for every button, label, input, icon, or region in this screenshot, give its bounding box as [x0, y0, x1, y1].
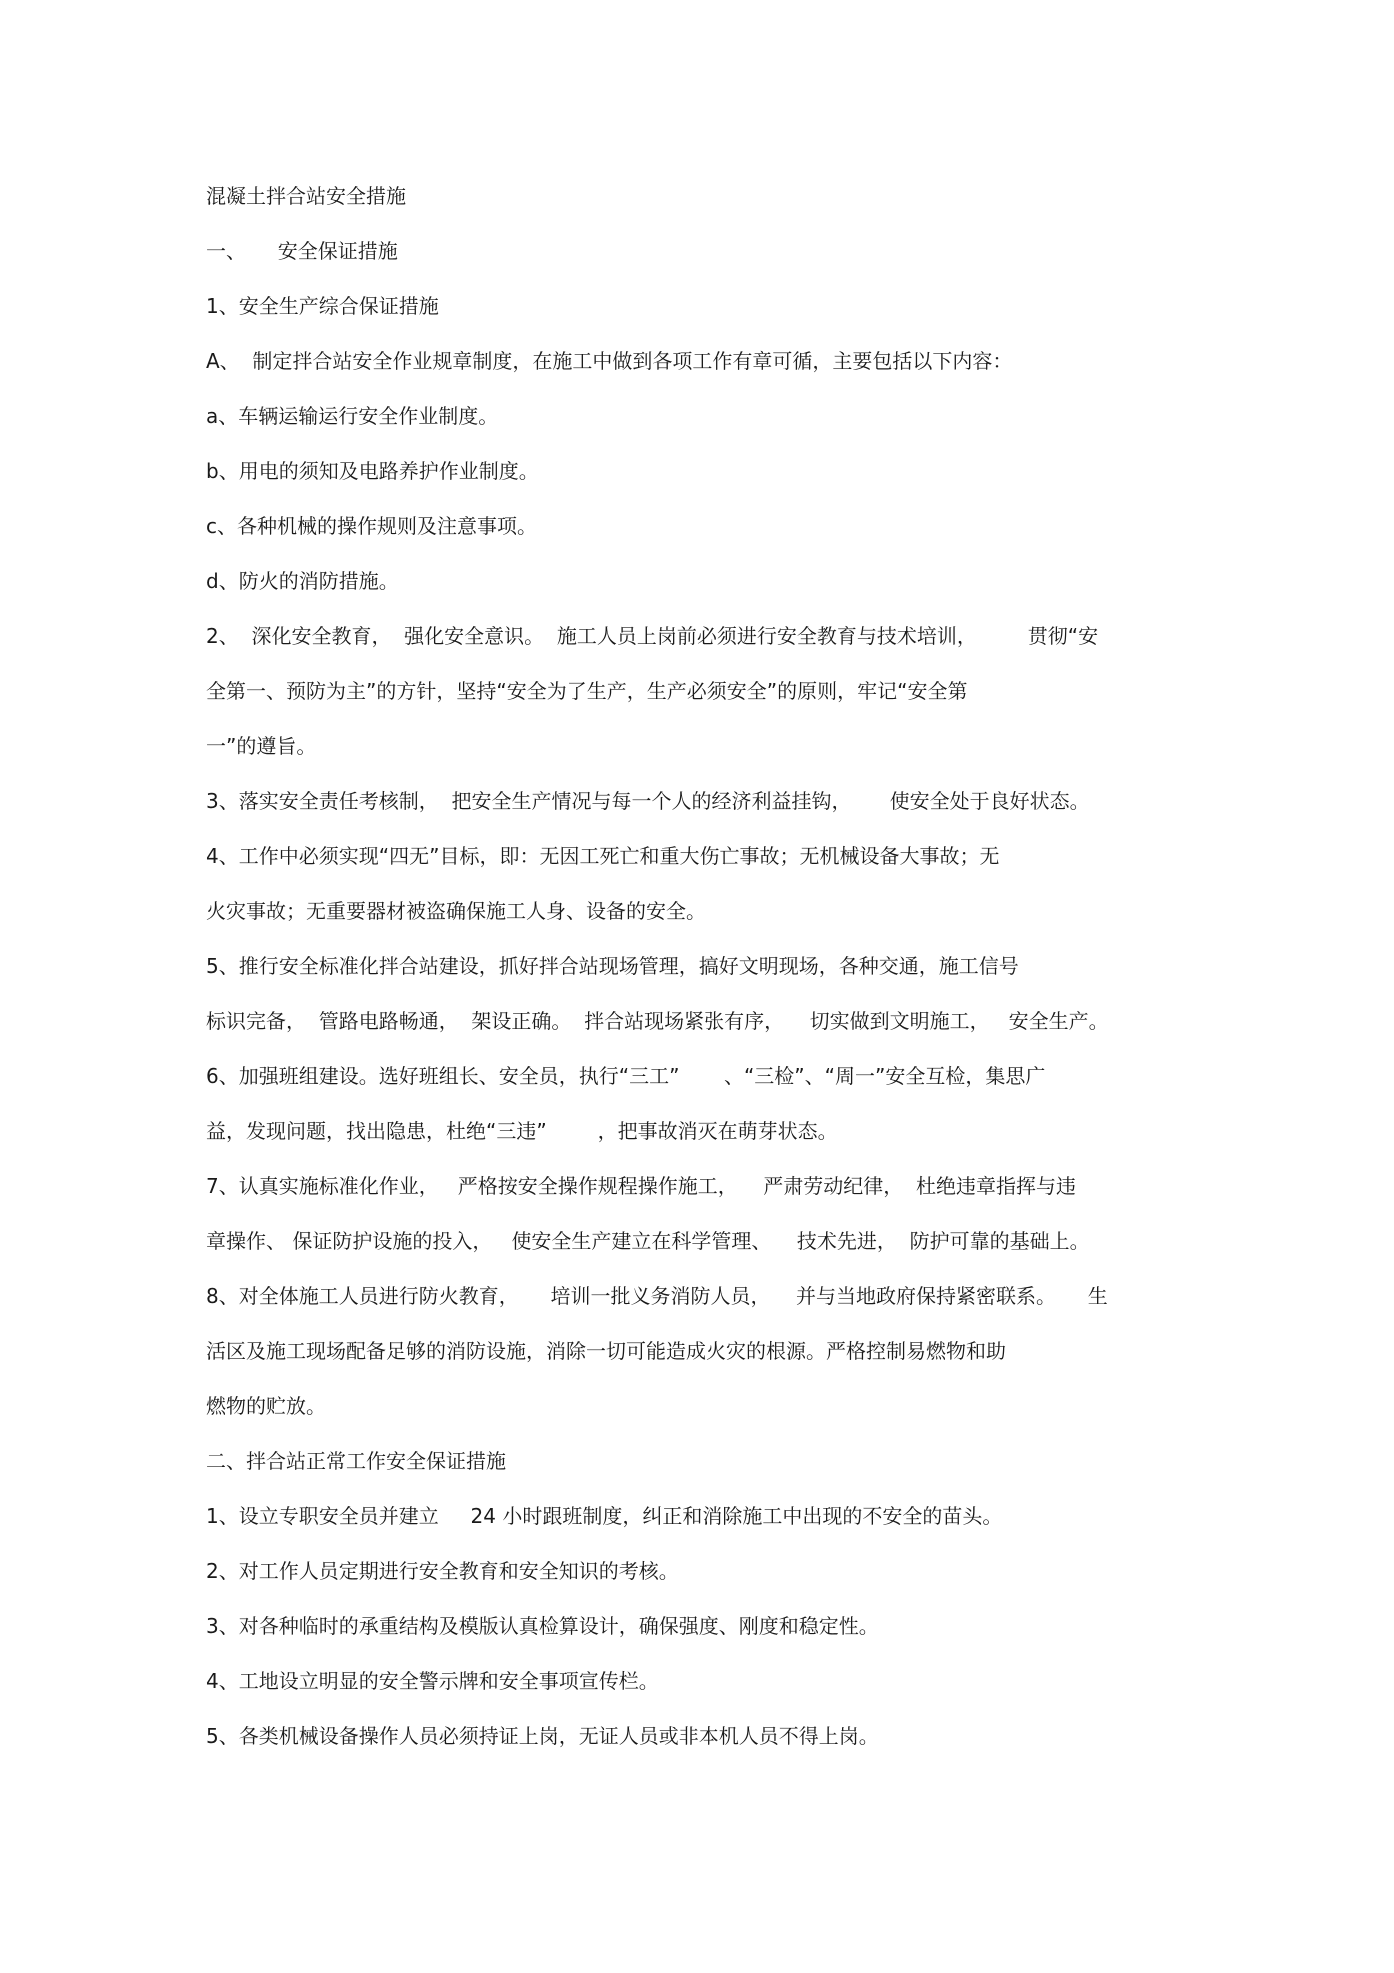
text-line: 一”的遵旨。: [206, 734, 317, 758]
text-line: 活区及施工现场配备足够的消防设施，消除一切可能造成火灾的根源。严格控制易燃物和助: [206, 1339, 1006, 1363]
text-line: 4、工地设立明显的安全警示牌和安全事项宣传栏。: [206, 1669, 659, 1693]
text-line: 5、各类机械设备操作人员必须持证上岗，无证人员或非本机人员不得上岗。: [206, 1724, 879, 1748]
text-line: 燃物的贮放。: [206, 1394, 326, 1418]
text-line: 全第一、预防为主”的方针，坚持“安全为了生产，生产必须安全”的原则，牢记“安全第: [206, 679, 968, 703]
text-line: 章操作、 保证防护设施的投入， 使安全生产建立在科学管理、 技术先进， 防护可靠的基础上。: [206, 1229, 1090, 1253]
text-line: 火灾事故；无重要器材被盗确保施工人身、设备的安全。: [206, 899, 706, 923]
text-line: 1、安全生产综合保证措施: [206, 294, 439, 318]
text-line: 8、对全体施工人员进行防火教育， 培训一批义务消防人员， 并与当地政府保持紧密联系。 生: [206, 1284, 1108, 1308]
text-line: b、用电的须知及电路养护作业制度。: [206, 459, 539, 483]
text-line: 一、 安全保证措施: [206, 239, 398, 263]
text-line: 6、加强班组建设。选好班组长、安全员，执行“三工” 、“三检”、“周一”安全互检，集思广: [206, 1064, 1046, 1088]
text-line: 2、对工作人员定期进行安全教育和安全知识的考核。: [206, 1559, 679, 1583]
text-line: 1、设立专职安全员并建立 24 小时跟班制度，纠正和消除施工中出现的不安全的苗头。: [206, 1504, 1003, 1528]
text-line: 4、工作中必须实现“四无”目标，即：无因工死亡和重大伤亡事故；无机械设备大事故；无: [206, 844, 1000, 868]
section-heading: 二、拌合站正常工作安全保证措施: [206, 1449, 506, 1473]
text-line: 7、认真实施标准化作业， 严格按安全操作规程操作施工， 严肃劳动纪律， 杜绝违章指挥与违: [206, 1174, 1076, 1198]
text-line: 3、对各种临时的承重结构及模版认真检算设计，确保强度、刚度和稳定性。: [206, 1614, 879, 1638]
document-title: 混凝土拌合站安全措施: [206, 184, 406, 208]
text-line: d、防火的消防措施。: [206, 569, 399, 593]
text-line: A、 制定拌合站安全作业规章制度，在施工中做到各项工作有章可循，主要包括以下内容：: [206, 349, 1013, 373]
text-line: 2、 深化安全教育， 强化安全意识。 施工人员上岗前必须进行安全教育与技术培训， 贯彻“安: [206, 624, 1099, 648]
text-line: 5、推行安全标准化拌合站建设，抓好拌合站现场管理，搞好文明现场，各种交通，施工信号: [206, 954, 1019, 978]
text-line: 益，发现问题，找出隐患，杜绝“三违” ，把事故消灭在萌芽状态。: [206, 1119, 838, 1143]
text-line: c、各种机械的操作规则及注意事项。: [206, 514, 537, 538]
text-line: 3、落实安全责任考核制， 把安全生产情况与每一个人的经济利益挂钩， 使安全处于良好状态。: [206, 789, 1090, 813]
text-line: a、车辆运输运行安全作业制度。: [206, 404, 499, 428]
text-line: 标识完备， 管路电路畅通， 架设正确。 拌合站现场紧张有序， 切实做到文明施工， 安全生产。: [206, 1009, 1109, 1033]
